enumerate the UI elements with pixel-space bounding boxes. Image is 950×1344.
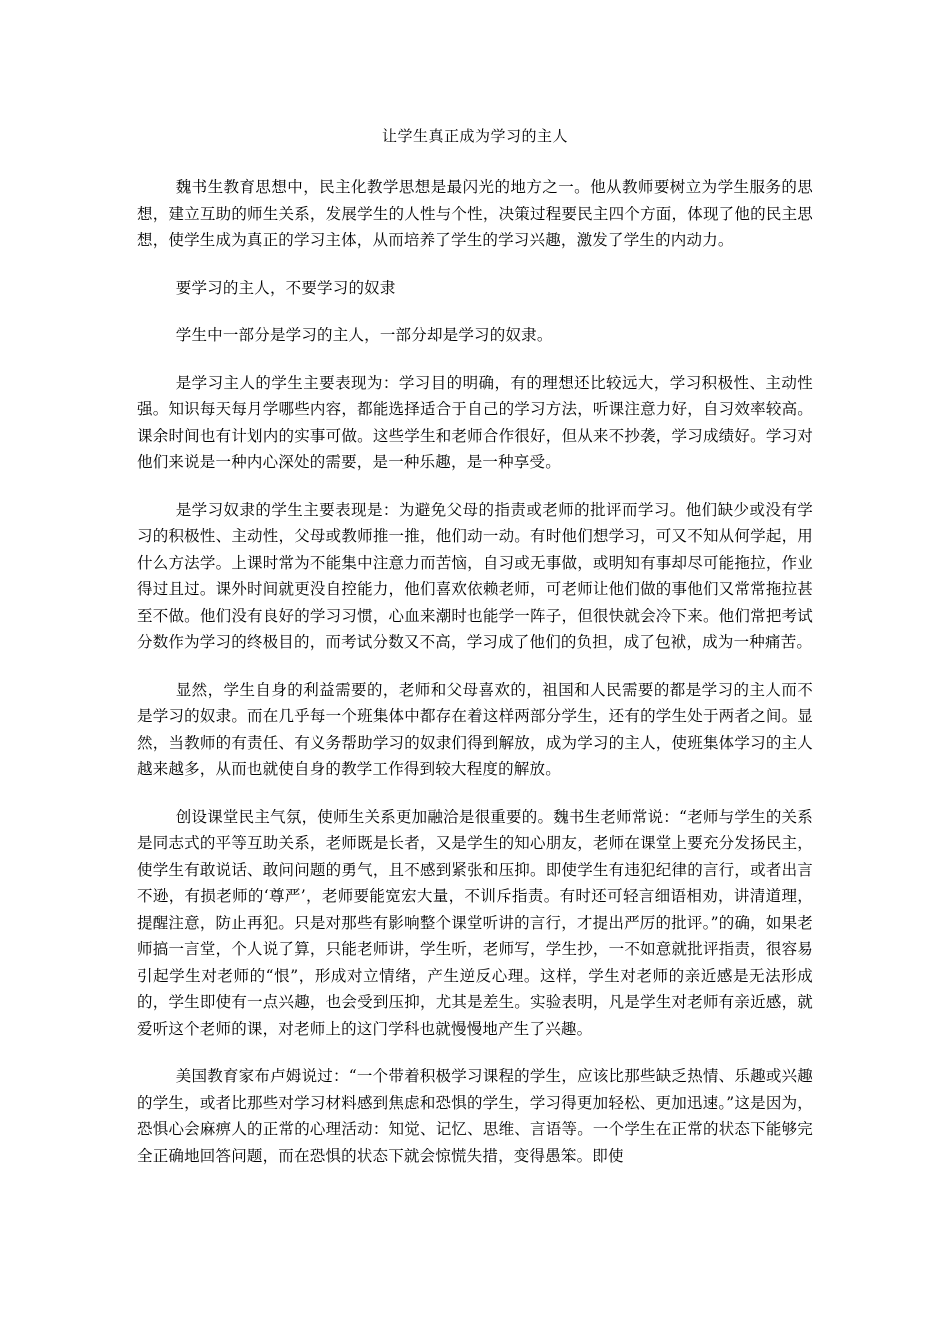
section-heading: 要学习的主人，不要学习的奴隶: [175, 278, 396, 297]
paragraph-intro: 魏书生教育思想中，民主化教学思想是最闪光的地方之一。他从教师要树立为学生服务的思想，建立互助的师生关系，发展学生的人性与个性，决策过程要民主四个方面，体现了他的民主思想，使学生成为真正的学习主体，从而培养了学生的学习兴趣，激发了学生的内动力。: [137, 178, 813, 249]
paragraph: 显然，学生自身的利益需要的，老师和父母喜欢的，祖国和人民需要的都是学习的主人而不是学习的奴隶。而在几乎每一个班集体中都存在着这样两部分学生，还有的学生处于两者之间。显然，当教师的有责任、有义务帮助学习的奴隶们得到解放，成为学习的主人，使班集体学习的主人越来越多，从而也就使自身的教学工作得到较大程度的解放。: [137, 680, 813, 778]
paragraph: 是学习奴隶的学生主要表现是：为避免父母的指责或老师的批评而学习。他们缺少或没有学习的积极性、主动性，父母或教师推一推，他们动一动。有时他们想学习，可又不知从何学起，用什么方法学。上课时常为不能集中注意力而苦恼，自习或无事做，或明知有事却尽可能拖拉，作业得过且过。课外时间就更没自控能力，他们喜欢依赖老师，可老师让他们做的事他们又常常拖拉甚至不做。他们没有良好的学习习惯，心血来潮时也能学一阵子，但很快就会冷下来。他们常把考试分数作为学习的终极目的，而考试分数又不高，学习成了他们的负担，成了包袱，成为一种痛苦。: [137, 500, 813, 651]
document-body: [137, 174, 813, 1190]
paragraph: 是学习主人的学生主要表现为：学习目的明确，有的理想还比较远大，学习积极性、主动性强。知识每天每月学哪些内容，都能选择适合于自己的学习方法，听课注意力好，自习效率较高。课余时间也有计划内的实事可做。这些学生和老师合作很好，但从来不抄袭，学习成绩好。学习对他们来说是一种内心深处的需要，是一种乐趣，是一种享受。: [137, 373, 813, 471]
paragraph: 美国教育家布卢姆说过：“一个带着积极学习课程的学生，应该比那些缺乏热情、乐趣或兴趣的学生，或者比那些对学习材料感到焦虑和恐惧的学生，学习得更加轻松、更加迅速。”这是因为，恐惧心会麻痹人的正常的心理活动：知觉、记忆、思维、言语等。一个学生在正常的状态下能够完全正确地回答问题，而在恐惧的状态下就会惊慌失措，变得愚笨。即使: [137, 1067, 813, 1165]
paragraph: 创设课堂民主气氛，使师生关系更加融洽是很重要的。魏书生老师常说：“老师与学生的关系是同志式的平等互助关系，老师既是长者，又是学生的知心朋友，老师在课堂上要充分发扬民主，使学生有敢说话、敢问问题的勇气，且不感到紧张和压抑。即使学生有违犯纪律的言行，或者出言不逊，有损老师的‘尊严’，老师要能宽宏大量，不训斥指责。有时还可轻言细语相劝，讲清道理，提醒注意，防止再犯。只是对那些有影响整个课堂听讲的言行，才提出严厉的批评。”的确，如果老师搞一言堂，个人说了算，只能老师讲，学生听，老师写，学生抄，一不如意就批评指责，很容易引起学生对老师的“恨”，形成对立情绪，产生逆反心理。这样，学生对老师的亲近感是无法形成的，学生即使有一点兴趣，也会受到压抑，尤其是差生。实验表明，凡是学生对老师有亲近感，就爱听这个老师的课，对老师上的这门学科也就慢慢地产生了兴趣。: [137, 807, 813, 1038]
document-title: 让学生真正成为学习的主人: [381, 127, 568, 145]
paragraph: 学生中一部分是学习的主人，一部分却是学习的奴隶。: [175, 326, 553, 344]
